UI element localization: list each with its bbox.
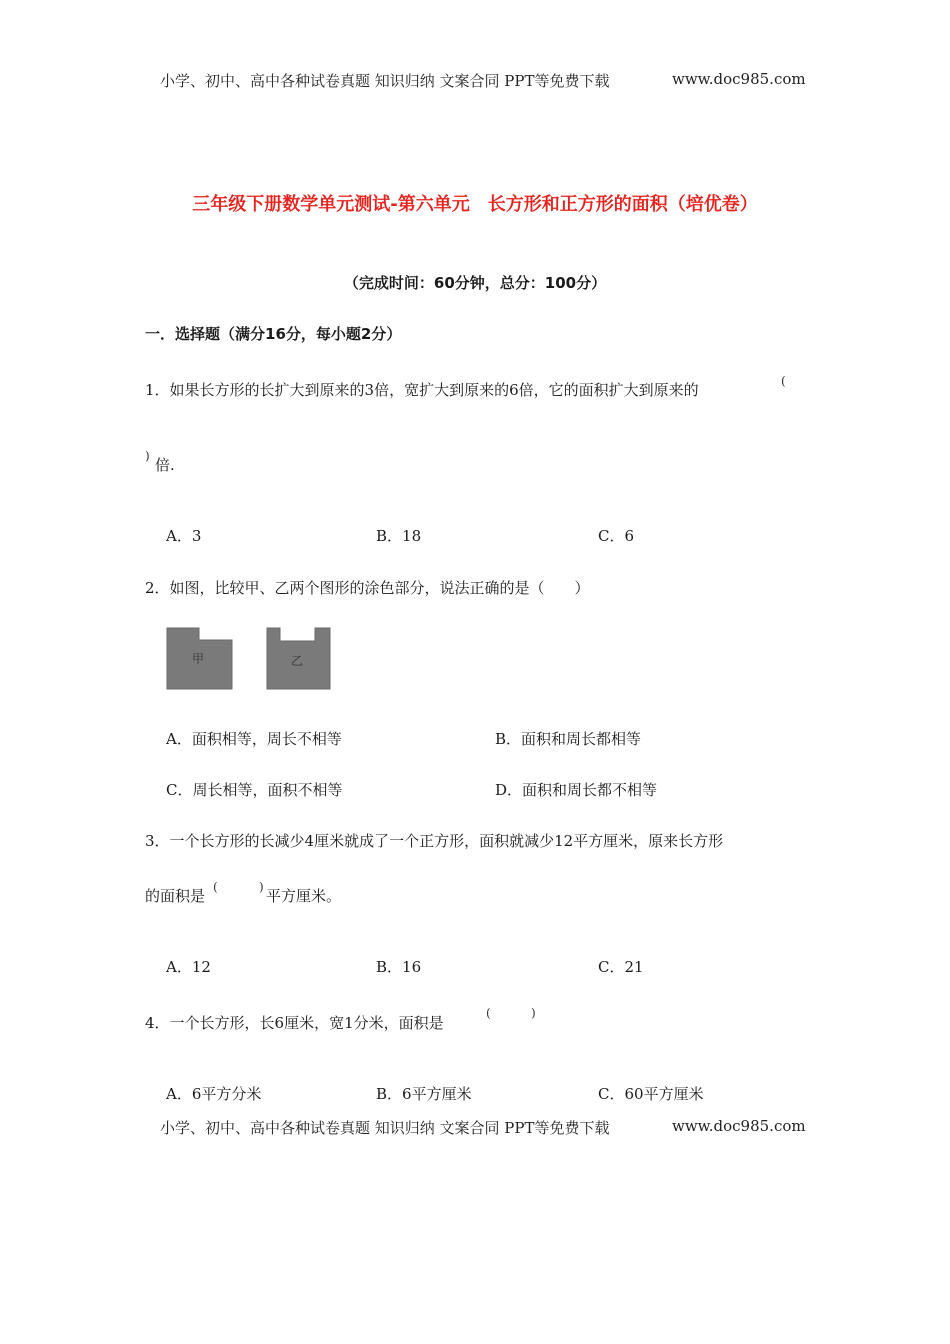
question-4-option-a[interactable]: A．6平方分米 [166, 1085, 262, 1103]
footer-site: www.doc985.com [672, 1117, 806, 1135]
question-1-blank-close: ) [145, 449, 150, 463]
section-heading: 一．选择题（满分16分，每小题2分） [145, 325, 402, 343]
question-2-option-a[interactable]: A．面积相等，周长不相等 [166, 730, 342, 748]
question-4-blank-close: ) [531, 1006, 536, 1020]
question-3-option-b[interactable]: B．16 [376, 958, 422, 976]
footer-text: 小学、初中、高中各种试卷真题 知识归纳 文案合同 PPT等免费下载 [160, 1119, 610, 1137]
question-4-blank-open: ( [486, 1006, 491, 1020]
question-2-option-b[interactable]: B．面积和周长都相等 [495, 730, 642, 748]
question-3-line2a: 的面积是 [145, 887, 206, 905]
page-subtitle: （完成时间：60分钟，总分：100分） [343, 274, 607, 292]
question-1-line1: 1．如果长方形的长扩大到原来的3倍，宽扩大到原来的6倍，它的面积扩大到原来的 [145, 381, 699, 399]
question-1-blank-open: ( [781, 374, 786, 388]
question-3-blank-open: ( [213, 880, 218, 894]
question-4-option-c[interactable]: C．60平方厘米 [598, 1085, 704, 1103]
question-2-figure [166, 627, 336, 691]
question-3-line2b: 平方厘米。 [266, 887, 342, 905]
question-2-option-d[interactable]: D．面积和周长都不相等 [495, 781, 658, 799]
question-1-option-a[interactable]: A．3 [166, 527, 202, 545]
shape-yi-label: 乙 [291, 654, 304, 668]
question-2-line1: 2．如图，比较甲、乙两个图形的涂色部分，说法正确的是（ ） [145, 579, 590, 597]
question-4-option-b[interactable]: B．6平方厘米 [376, 1085, 472, 1103]
question-4-line1: 4．一个长方形，长6厘米，宽1分米，面积是 [145, 1014, 444, 1032]
question-2-option-c[interactable]: C．周长相等，面积不相等 [166, 781, 343, 799]
question-3-option-c[interactable]: C．21 [598, 958, 644, 976]
question-3-option-a[interactable]: A．12 [166, 958, 211, 976]
header-text: 小学、初中、高中各种试卷真题 知识归纳 文案合同 PPT等免费下载 [160, 72, 610, 90]
question-1-option-b[interactable]: B．18 [376, 527, 422, 545]
header-site: www.doc985.com [672, 70, 806, 88]
question-3-blank-close: ) [259, 880, 264, 894]
page-title: 三年级下册数学单元测试-第六单元 长方形和正方形的面积（培优卷） [192, 194, 758, 215]
question-3-line1: 3．一个长方形的长减少4厘米就成了一个正方形，面积就减少12平方厘米，原来长方形 [145, 832, 724, 850]
question-1-line2: 倍. [155, 456, 175, 474]
question-1-option-c[interactable]: C．6 [598, 527, 635, 545]
shape-jia-label: 甲 [192, 652, 205, 666]
